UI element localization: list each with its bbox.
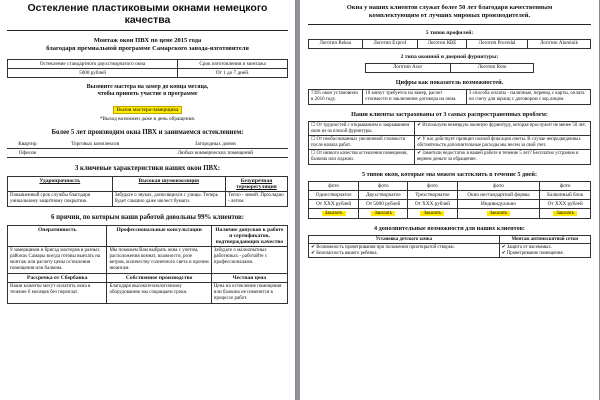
type-name: Одностворчатое bbox=[309, 190, 359, 199]
object-cell: Торговых комплексов bbox=[48, 140, 143, 149]
left-page bbox=[0, 0, 296, 400]
object-cell: Загородных домов bbox=[143, 140, 288, 149]
extra-cell bbox=[309, 244, 500, 258]
reason-text: 9 замерщиков и бригад мастеров в разных районах Самары всегда готовы выехать на монтаж или расчету цены остекления помещения или балкона. bbox=[8, 247, 107, 274]
object-cell: Любых коммерческих помещений bbox=[143, 149, 288, 158]
photo-placeholder: фото bbox=[408, 181, 457, 190]
solution-text: У нас действует принцип полной фиксации сметы. В случае непредвиденных обстоятельств дополнительные расходы мы несем за свой счет. bbox=[417, 137, 581, 148]
section-heading: 4 дополнительные возможности для наших клиентов: bbox=[374, 224, 525, 232]
type-price: От ХХХ рублей bbox=[540, 199, 591, 208]
feature-text: Тепло - зимой. Прохладно - летом. bbox=[225, 192, 287, 207]
extra-head: Установка детского замка bbox=[309, 235, 500, 244]
order-button[interactable]: Заказать bbox=[371, 211, 395, 216]
reason-text: Забудьте о малоопытных работниках - работайте с профессионалами. bbox=[211, 247, 287, 274]
extra-head: Монтаж антимоскитной сетки bbox=[499, 235, 590, 244]
photo-placeholder: фото bbox=[540, 181, 591, 190]
extra-text: Безопасность вашего ребенка. bbox=[316, 250, 378, 256]
problem-cell bbox=[309, 136, 415, 150]
reason-text: Мы поможем Вам выбрать окна с учетом, расположения комнат, влажности, розе ветров, количеству солнечного света и прочим нюансам. bbox=[107, 247, 211, 274]
section-heading: 3 ключевые характеристики наших окон ПВХ: bbox=[74, 165, 221, 172]
extra-text: Защита от насекомых. bbox=[506, 245, 552, 251]
section-heading: 5 типов профилей: bbox=[425, 30, 474, 36]
type-name: Окно нестандартной формы bbox=[457, 190, 540, 199]
order-button[interactable]: Заказать bbox=[553, 211, 577, 216]
reason-text: Цена на остекление помещения или балкона не изменится в процессе работ. bbox=[211, 283, 287, 304]
object-cell: Квартир bbox=[7, 140, 48, 149]
right-title-line: комплектующим от лучших мировых производителей. bbox=[368, 12, 531, 19]
type-price: Индивидуально bbox=[457, 199, 540, 208]
solution-text: Заметили недостаток в вашей работе в течение 5 лет? Бесплатно устраним и вернем деньги за обращение. bbox=[417, 151, 579, 162]
section-heading: 6 причин, по которым наши работой довольны 99% клиентов: bbox=[51, 214, 244, 221]
order-cell bbox=[309, 208, 359, 218]
number-cell: 10 минут требуется на замер, расчет стоимости и заключение договора на окна. bbox=[363, 90, 467, 105]
problem-text: От трудностей с открыванием и закрыванием окон из-за плохой фурнитуры. bbox=[311, 123, 410, 134]
problem-cell bbox=[309, 150, 415, 164]
check-icon: ✔ bbox=[417, 151, 422, 157]
profile-logo: Логотип Aluminik bbox=[527, 40, 590, 49]
fitting-logo: Логотип Axor bbox=[365, 64, 450, 73]
reason-text: Наши клиенты могут оплатить окна в течение 6 месяцев без переплат. bbox=[8, 283, 107, 304]
object-cell bbox=[48, 149, 143, 158]
check-icon: ✔ bbox=[311, 250, 316, 256]
solution-text: Используем немецкую оконную фурнитуру, которая прослужит не менее 50 лет. bbox=[422, 123, 586, 128]
price-cell: Срок изготовления и монтажа bbox=[178, 60, 288, 69]
profile-logo: Логотип Provedal bbox=[467, 40, 528, 49]
object-cell: Офисов bbox=[7, 149, 48, 158]
extras-table bbox=[308, 235, 591, 259]
problem-cell bbox=[309, 122, 415, 136]
type-name: Трехстворчатое bbox=[408, 190, 457, 199]
checkbox-icon: ☐ bbox=[311, 123, 316, 128]
photo-placeholder: фото bbox=[457, 181, 540, 190]
profile-logo: Логотип Rehau bbox=[309, 40, 363, 49]
cta-text-2: чтобы принять участие в программе bbox=[97, 91, 198, 97]
section-heading: 5 типов окон, которые мы можем застеклить в течение 5 дней: bbox=[361, 170, 538, 178]
order-button[interactable]: Заказать bbox=[487, 211, 511, 216]
window-types-table bbox=[308, 181, 591, 219]
extra-text: Возможность проветривания при положении приоткрытой створки. bbox=[316, 245, 455, 251]
reason-head: Оперативность bbox=[8, 226, 107, 247]
reason-head: Собственное производство bbox=[107, 274, 211, 283]
number-cell: 3 способа оплаты - наличные, перевод с карты, оплата по счету для юрлиц с договором с юр.лицом. bbox=[466, 90, 590, 105]
check-icon: ✔ bbox=[501, 245, 506, 251]
check-icon: ✔ bbox=[417, 123, 422, 128]
extra-text: Проветривание помещения. bbox=[506, 250, 564, 256]
subtitle: Монтаж окон ПВХ по цене 2015 года bbox=[93, 37, 202, 44]
order-cell bbox=[408, 208, 457, 218]
reason-head: Профессиональные консультации bbox=[107, 226, 211, 247]
order-button[interactable]: Заказать bbox=[420, 211, 444, 216]
cta-note: *Вызод возможен даже в день обращения. bbox=[99, 116, 196, 122]
order-button[interactable]: Заказать bbox=[322, 211, 346, 216]
price-cell: От 1 до 7 дней. bbox=[178, 69, 288, 78]
fitting-logo: Логотип Roto bbox=[450, 64, 534, 73]
feature-head: Безупречная терморегуляция bbox=[225, 177, 287, 192]
problems-table bbox=[308, 121, 591, 165]
price-cell: Остекление стандартного двухстворчатого окна bbox=[8, 60, 178, 69]
fittings-table bbox=[365, 63, 535, 73]
price-cell: 5000 рублей bbox=[8, 69, 178, 78]
reason-text: Благодаря высокотехнологичному оборудованию мы сокращаем сроки. bbox=[107, 283, 211, 304]
section-heading: Более 5 лет производим окна ПВХ и занимаемся остеклением: bbox=[51, 129, 244, 136]
subtitle-2: благодаря премиальной программе Самарского завода-изготовителя bbox=[46, 45, 249, 52]
section-heading: Цифры как показатель возможностей. bbox=[395, 79, 504, 86]
objects-table bbox=[7, 140, 288, 158]
profile-logo: Логотип Exprof bbox=[362, 40, 417, 49]
call-master-button[interactable]: Вызов мастера-замерщика bbox=[113, 106, 183, 114]
profiles-table bbox=[308, 39, 591, 49]
type-name: Двухстворчатое bbox=[359, 190, 408, 199]
type-price: От 5000 рублей bbox=[359, 199, 408, 208]
check-icon: ✔ bbox=[311, 245, 316, 251]
price-table bbox=[7, 59, 288, 78]
order-cell bbox=[457, 208, 540, 218]
number-cell: 7395 окон установили в 2016 году. bbox=[309, 90, 363, 105]
section-heading: Наши клиенты застрахованы от 3 самых распространенных проблем: bbox=[351, 111, 548, 118]
photo-placeholder: фото bbox=[359, 181, 408, 190]
feature-text: Повышенный срок службы благодаря уникальному защитному покрытию. bbox=[8, 192, 113, 207]
type-name: Балконный блок bbox=[540, 190, 591, 199]
problem-text: От необоснованных увеличений стоимости после начала работ. bbox=[311, 137, 406, 148]
right-title bbox=[308, 2, 591, 25]
type-price: От ХХХ рублей bbox=[309, 199, 359, 208]
feature-head: Ударопрочность bbox=[8, 177, 113, 192]
solution-cell bbox=[415, 136, 591, 150]
features-table bbox=[7, 176, 288, 207]
numbers-table bbox=[308, 89, 591, 105]
photo-placeholder: фото bbox=[309, 181, 359, 190]
right-title-line: Окна у наших клиентов служат более 50 лет благодаря качественным bbox=[346, 4, 553, 11]
checkbox-icon: ☐ bbox=[311, 151, 316, 157]
problem-text: От низкого качества остекления помещения, балкона или лоджии. bbox=[311, 151, 408, 162]
feature-head: Высокая шумоизоляция bbox=[112, 177, 225, 192]
reason-head: Рассрочка от Сбербанка bbox=[8, 274, 107, 283]
reason-head: Наличие допусков к работе и сертификатов, подтверждающих качество bbox=[211, 226, 287, 247]
cta-text: Вызовите мастера на замер до конца месяца, bbox=[86, 84, 209, 90]
order-cell bbox=[540, 208, 591, 218]
type-price: От ХХХ рублей bbox=[408, 199, 457, 208]
solution-cell bbox=[415, 122, 591, 136]
reason-head: Честная цена bbox=[211, 274, 287, 283]
page-title: Остекление пластиковыми окнами немецкого качества bbox=[7, 2, 288, 31]
check-icon: ✔ bbox=[417, 137, 422, 143]
profile-logo: Логотип КВЕ bbox=[417, 40, 466, 49]
checkbox-icon: ☐ bbox=[311, 137, 316, 143]
solution-cell bbox=[415, 150, 591, 164]
section-heading: 2 типа оконной и дверной фурнитуры: bbox=[400, 54, 499, 60]
reasons-table bbox=[7, 225, 288, 304]
order-cell bbox=[359, 208, 408, 218]
feature-text: Забудьте о звуках, доносящихся с улицы. Теперь будет слышно даже шелест бумаги. bbox=[112, 192, 225, 207]
right-page bbox=[300, 0, 600, 400]
check-icon: ✔ bbox=[501, 250, 506, 256]
extra-cell bbox=[499, 244, 590, 258]
